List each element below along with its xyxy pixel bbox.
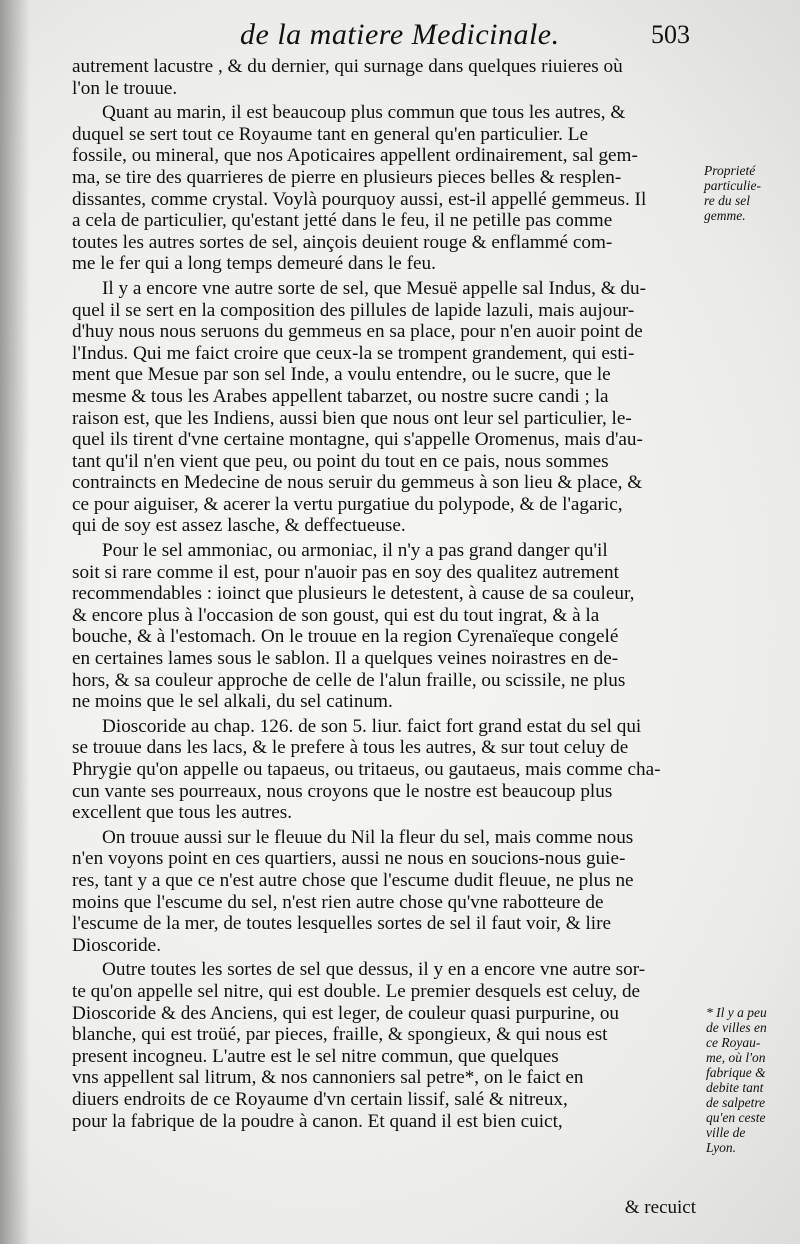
text-line: blanche, qui est troüé, par pieces, fraille, & spongieux, & qui nous est (72, 1024, 608, 1046)
text-line: ment que Mesue par son sel Inde, a voulu entendre, ou le sucre, que le (72, 364, 611, 386)
text-line: l'Indus. Qui me faict croire que ceux-la se trompent grandement, qui esti- (72, 342, 635, 364)
text-line: me le fer qui a long temps demeuré dans le feu. (72, 253, 436, 275)
text-line: quel il se sert en la composition des pillules de lapide lazuli, mais aujour- (72, 299, 635, 321)
margin-note-line: re du sel (704, 193, 750, 208)
margin-note-line: ville de (706, 1125, 746, 1140)
text-line: se trouue dans les lacs, & le prefere à tous les autres, & sur tout celuy de (72, 737, 629, 759)
text-line: toutes les autres sortes de sel, ainçois deuient rouge & enflammé com- (72, 231, 613, 253)
paragraph-first-line: Quant au marin, il est beaucoup plus commun que tous les autres, & (102, 102, 626, 124)
margin-note-line: particulie- (704, 178, 761, 193)
paragraph-first-line: Outre toutes les sortes de sel que dessus, il y en a encore vne autre sor- (102, 959, 646, 981)
text-line: ne moins que le sel alkali, du sel catinum. (72, 691, 393, 713)
text-line: recommendables : ioinct que plusieurs le detestent, à cause de sa couleur, (72, 583, 635, 605)
text-line: moins que l'escume du sel, n'est rien autre chose qu'vne rabotteure de (72, 891, 604, 913)
catchword: & recuict (624, 1197, 696, 1218)
text-line: l'escume de la mer, de toutes lesquelles sortes de sel il faut voir, & lire (72, 913, 612, 935)
margin-note-line: Proprieté (704, 163, 756, 178)
paragraph-first-line: Pour le sel ammoniac, ou armoniac, il n'y a pas grand danger qu'il (102, 540, 608, 562)
text-line: bouche, & à l'estomach. On le trouue en la region Cyrenaïeque congelé (72, 626, 619, 648)
main-text (72, 56, 698, 1132)
text-line: fossile, ou mineral, que nos Apoticaires appellent ordinairement, sal gem- (72, 145, 638, 167)
text-line: excellent que tous les autres. (72, 802, 293, 824)
page-number: 503 (651, 20, 690, 49)
text-line: d'huy nous nous seruons du gemmeus en sa place, pour n'en auoir point de (72, 321, 643, 343)
text-line: n'en voyons point en ces quartiers, aussi ne nous en soucions-nous guie- (72, 848, 626, 870)
text-line: soit si rare comme il est, pour n'auoir pas en soy des qualitez autrement (72, 561, 619, 583)
text-line: raison est, que les Indiens, aussi bien que nous ont leur sel particulier, le- (72, 407, 632, 429)
margin-note-salpetre (706, 1005, 798, 1155)
margin-note-line: gemme. (704, 208, 746, 223)
text-line: hors, & sa couleur approche de celle de l'alun fraille, ou scissile, ne plus (72, 669, 626, 691)
text-line: cun vante ses pourreaux, nous croyons que le nostre est beaucoup plus (72, 780, 613, 802)
running-head (240, 18, 690, 58)
binding-shadow (0, 0, 30, 1244)
text-line: mesme & tous les Arabes appellent tabarzet, ou nostre sucre candi ; la (72, 385, 609, 407)
text-line: res, tant y a que ce n'est autre chose que l'escume dudit fleuue, ne plus ne (72, 869, 634, 891)
margin-note-line: Lyon. (706, 1140, 736, 1155)
text-line: present incogneu. L'autre est le sel nitre commun, que quelques (72, 1045, 559, 1067)
margin-note-line: fabrique & (706, 1065, 766, 1080)
text-line: Phrygie qu'on appelle ou tapaeus, ou tritaeus, ou gautaeus, mais comme cha- (72, 759, 661, 780)
text-line: Dioscoride. (72, 934, 161, 956)
text-line: te qu'on appelle sel nitre, qui est double. Le premier desquels est celuy, de (72, 980, 641, 1002)
text-line: ce pour aiguiser, & acerer la vertu purgatiue du polypode, & de l'agaric, (72, 493, 623, 515)
text-line: tant qu'il n'en vient que peu, ou point du tout en ce pais, nous sommes (72, 450, 609, 472)
margin-note-line: * Il y a peu (706, 1005, 767, 1020)
paragraph-first-line: On trouue aussi sur le fleuue du Nil la fleur du sel, mais comme nous (102, 826, 634, 848)
margin-note-line: debite tant (706, 1080, 764, 1095)
text-line: diuers endroits de ce Royaume d'vn certain lissif, salé & nitreux, (72, 1088, 568, 1110)
margin-note-line: ce Royau- (706, 1035, 761, 1050)
running-title: de la matiere Medicinale. (240, 18, 560, 51)
text-line: l'on le trouue. (72, 77, 178, 99)
text-line: Dioscoride & des Anciens, qui est leger, de couleur quasi purpurine, ou (72, 1002, 620, 1024)
text-line: quel ils tirent d'vne certaine montagne, qui s'appelle Oromenus, mais d'au- (72, 429, 643, 451)
margin-note-property (704, 163, 794, 223)
text-line: & encore plus à l'occasion de son goust, qui est du tout ingrat, & à la (72, 604, 600, 626)
paragraph-first-line: Il y a encore vne autre sorte de sel, que Mesuë appelle sal Indus, & du- (102, 277, 646, 299)
text-line: contraincts en Medecine de nous seruir du gemmeus à son lieu & place, & (72, 472, 643, 494)
margin-note-line: qu'en ceste (706, 1110, 766, 1125)
text-line: qui de soy est assez lasche, & deffectueuse. (72, 515, 406, 537)
text-line: duquel se sert tout ce Royaume tant en general qu'en particulier. Le (72, 123, 589, 145)
margin-note-line: de villes en (706, 1020, 767, 1035)
text-line: dissantes, comme crystal. Voylà pourquoy aussi, est-il appellé gemmeus. Il (72, 188, 647, 210)
text-line: vns appellent sal litrum, & nos cannoniers sal petre*, on le faict en (72, 1067, 584, 1089)
text-line: autrement lacustre , & du dernier, qui surnage dans quelques riuieres où (72, 56, 623, 77)
paragraph-first-line: Dioscoride au chap. 126. de son 5. liur. faict fort grand estat du sel qui (102, 715, 642, 737)
text-line: pour la fabrique de la poudre à canon. Et quand il est bien cuict, (72, 1110, 563, 1132)
text-line: a cela de particulier, qu'estant jetté dans le feu, il ne petille pas comme (72, 210, 613, 232)
margin-note-line: me, où l'on (706, 1050, 766, 1065)
text-line: ma, se tire des quarrieres de pierre en plusieurs pieces belles & resplen- (72, 166, 622, 188)
text-line: en certaines lames sous le sablon. Il a quelques veines noirastres en de- (72, 648, 619, 670)
margin-note-line: de salpetre (706, 1095, 766, 1110)
